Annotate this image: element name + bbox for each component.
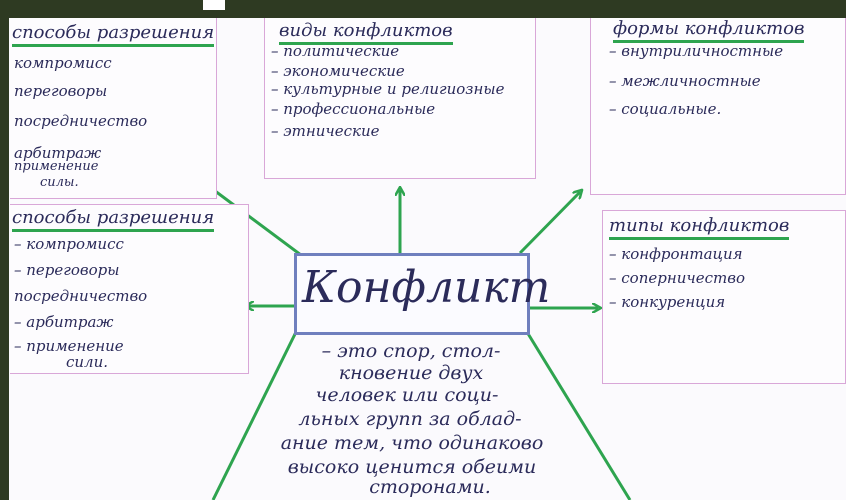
list-item: компромисс bbox=[14, 54, 112, 72]
box-title: способы разрешения bbox=[12, 207, 214, 232]
list-item: посредничество bbox=[14, 112, 148, 130]
box-top-right bbox=[590, 18, 846, 195]
box-title: виды конфликтов bbox=[279, 20, 453, 45]
box-top-middle bbox=[264, 18, 536, 179]
arrow-to-top-right bbox=[520, 192, 580, 253]
list-item: – этнические bbox=[271, 122, 380, 140]
list-item: силы. bbox=[40, 175, 79, 190]
definition-line: человек или соци- bbox=[315, 384, 499, 406]
definition-line: – это спор, стол- bbox=[321, 340, 501, 362]
definition-line: кновение двух bbox=[338, 362, 484, 384]
list-item: применение bbox=[14, 159, 99, 174]
box-mid-left bbox=[10, 204, 249, 374]
box-title: формы конфликтов bbox=[613, 18, 804, 43]
list-item: – конфронтация bbox=[609, 245, 743, 263]
list-item: переговоры bbox=[14, 82, 108, 100]
list-item: – соперничество bbox=[609, 269, 745, 287]
center-title: Конфликт bbox=[302, 262, 551, 313]
list-item: – культурные и религиозные bbox=[271, 80, 505, 98]
box-title: способы разрешения bbox=[12, 22, 214, 47]
list-item: посредничество bbox=[14, 287, 148, 305]
list-item: – политические bbox=[271, 42, 400, 60]
list-item: – переговоры bbox=[14, 261, 120, 279]
definition-line: льных групп за облад- bbox=[298, 408, 522, 430]
definition-line: сторонами. bbox=[369, 476, 491, 498]
box-title: типы конфликтов bbox=[609, 215, 789, 240]
box-mid-right bbox=[602, 210, 846, 384]
list-item: – арбитраж bbox=[14, 313, 114, 331]
list-item: – компромисс bbox=[14, 235, 124, 253]
list-item: сили. bbox=[66, 353, 109, 371]
list-item: – социальные. bbox=[609, 100, 722, 118]
list-item: арбитраж bbox=[14, 144, 102, 162]
list-item: – внутриличностные bbox=[609, 42, 784, 60]
definition-line: высоко ценится обеими bbox=[287, 456, 537, 478]
list-item: – межличностные bbox=[609, 72, 761, 90]
definition-line: ание тем, что одинаково bbox=[280, 432, 544, 454]
box-top-left bbox=[10, 18, 217, 199]
list-item: – экономические bbox=[271, 62, 405, 80]
list-item: – конкуренция bbox=[609, 293, 726, 311]
left-frame-bar bbox=[0, 0, 9, 500]
list-item: – применение bbox=[14, 337, 124, 355]
list-item: – профессиональные bbox=[271, 100, 436, 118]
